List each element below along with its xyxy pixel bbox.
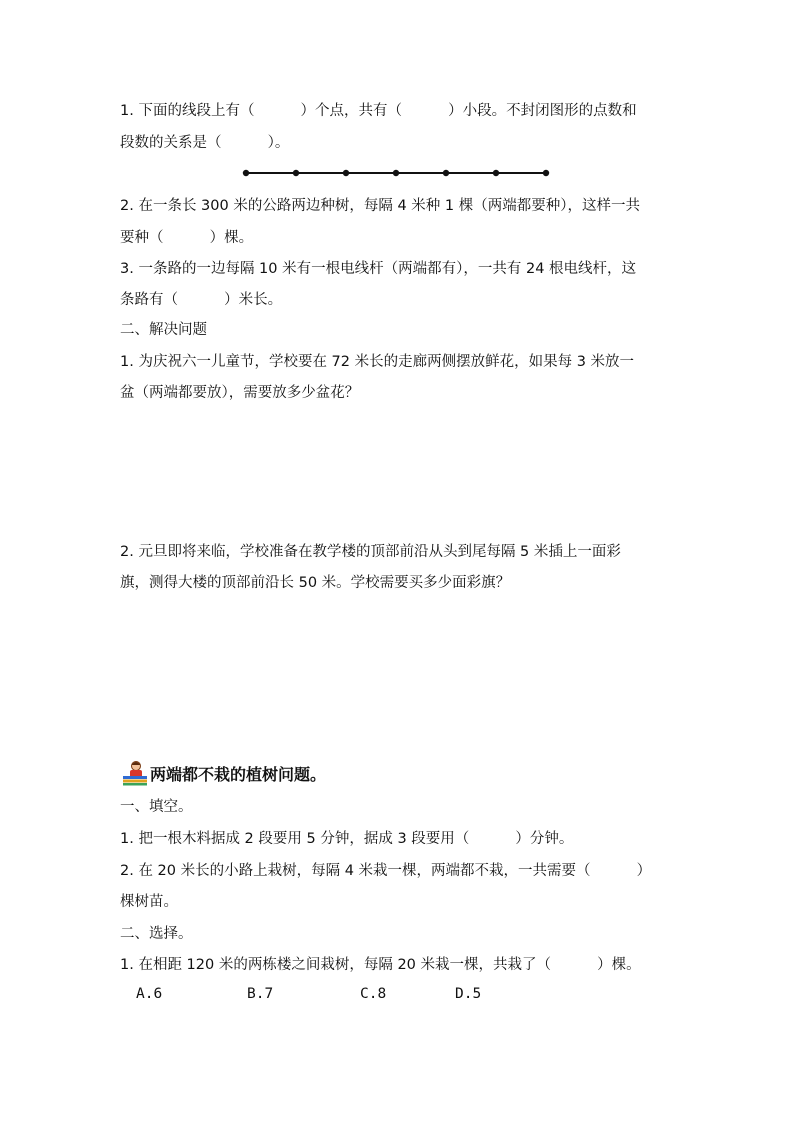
segment-point	[493, 170, 499, 176]
option-c: C.8	[360, 986, 387, 1002]
q2-line2: 要种（ ）棵。	[120, 230, 254, 246]
section-heading-text: 两端都不栽的植树问题。	[150, 764, 327, 784]
book-reader-icon	[120, 760, 150, 786]
segment-point	[443, 170, 449, 176]
f2-line2: 棵树苗。	[120, 894, 178, 910]
q3-line2: 条路有（ ）米长。	[120, 292, 283, 308]
q1-line2: 段数的关系是（ ）。	[120, 135, 290, 151]
line-segment-figure	[240, 166, 552, 180]
segment-point	[343, 170, 349, 176]
f2-line1: 2. 在 20 米长的小路上栽树，每隔 4 米栽一棵，两端都不栽，一共需要（ ）	[120, 863, 652, 879]
p2-line2: 旗，测得大楼的顶部前沿长 50 米。学校需要买多少面彩旗？	[120, 575, 511, 591]
c1-line: 1. 在相距 120 米的两栋楼之间栽树，每隔 20 米栽一棵，共栽了（ ）棵。	[120, 957, 641, 973]
option-d: D.5	[455, 986, 482, 1002]
section-heading	[120, 760, 326, 786]
p2-line1: 2. 元旦即将来临，学校准备在教学楼的顶部前沿从头到尾每隔 5 米插上一面彩	[120, 544, 621, 560]
f1-line: 1. 把一根木料据成 2 段要用 5 分钟，据成 3 段要用（ ）分钟。	[120, 831, 574, 847]
option-a: A.6	[136, 986, 163, 1002]
q1-line1: 1. 下面的线段上有（ ）个点，共有（ ）小段。不封闭图形的点数和	[120, 103, 637, 119]
p1-line1: 1. 为庆祝六一儿童节，学校要在 72 米长的走廊两侧摆放鲜花，如果每 3 米放一	[120, 354, 635, 370]
part2-title: 二、解决问题	[120, 322, 207, 338]
p1-line2: 盆（两端都要放），需要放多少盆花？	[120, 385, 360, 401]
segment-point	[393, 170, 399, 176]
choice-title: 二、选择。	[120, 926, 193, 942]
segment-point	[543, 170, 549, 176]
fill-title: 一、填空。	[120, 799, 193, 815]
segment-point	[243, 170, 249, 176]
q2-line1: 2. 在一条长 300 米的公路两边种树，每隔 4 米种 1 棵（两端都要种），这样一共	[120, 198, 640, 214]
q3-line1: 3. 一条路的一边每隔 10 米有一根电线杆（两端都有），一共有 24 根电线杆，这	[120, 261, 637, 277]
option-b: B.7	[247, 986, 274, 1002]
segment-point	[293, 170, 299, 176]
